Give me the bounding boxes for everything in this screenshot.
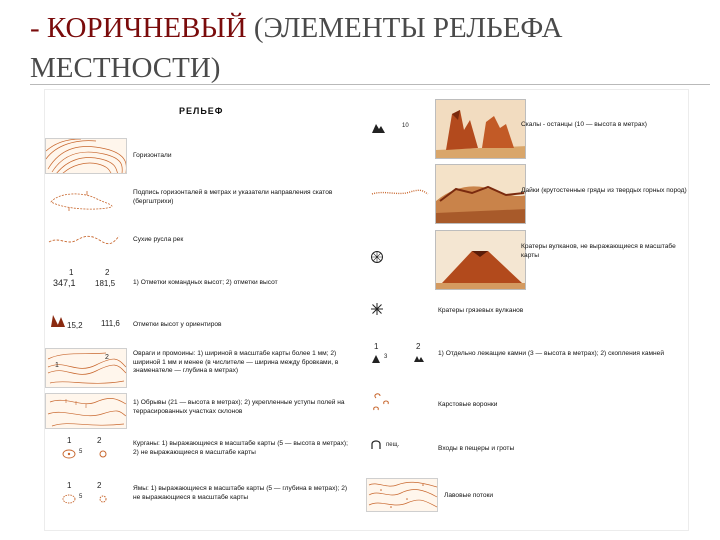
legend-text-volcanic-craters: Кратеры вулканов, не выражающиеся в масштабе карты bbox=[521, 243, 676, 259]
legend-right-column bbox=[366, 90, 688, 530]
legend-title: РЕЛЬЕФ bbox=[179, 106, 224, 116]
stone-icon bbox=[370, 352, 432, 366]
legend-text-cave-entrances: Входы в пещеры и гроты bbox=[438, 445, 515, 452]
mark-number-2: 2 bbox=[105, 268, 110, 277]
pit-depth-value: 5 bbox=[79, 494, 83, 500]
legend-text-dikes: Дайки (крутостенные гряды из твердых горных пород) bbox=[521, 187, 687, 194]
lava-flow-icon bbox=[366, 478, 438, 512]
mud-volcano-icon bbox=[370, 302, 432, 318]
volcanic-crater-photo bbox=[435, 230, 526, 290]
height-value: 181,5 bbox=[95, 279, 116, 288]
legend-text-height-marks: 1) Отметки командных высот; 2) отметки высот bbox=[133, 279, 278, 286]
dry-riverbed-icon bbox=[47, 232, 127, 248]
contour-lines-icon bbox=[45, 138, 127, 174]
mark-number-1: 1 bbox=[69, 268, 74, 277]
legend-text-mud-volcanoes: Кратеры грязевых вулканов bbox=[438, 307, 524, 314]
volcanic-crater-icon bbox=[370, 250, 432, 266]
pit-number-2: 2 bbox=[97, 481, 102, 490]
stone-number-2: 2 bbox=[416, 342, 421, 351]
legend-text-lava-flows: Лавовые потоки bbox=[444, 492, 494, 499]
landmark-height-value-2: 111,6 bbox=[101, 319, 120, 328]
legend-text-dry-riverbeds: Сухие русла рек bbox=[133, 236, 184, 243]
legend-text-ravines: Овраги и промоины: 1) шириной в масштабе карты более 1 мм; 2) шириной 1 мм и менее (в числителе — ширина между бровками, в знаменателе — глубина в метрах) bbox=[133, 350, 339, 375]
title-divider bbox=[30, 84, 710, 85]
cave-label: пещ. bbox=[386, 442, 400, 448]
rock-height-value: 10 bbox=[402, 123, 409, 129]
landmark-height-value-1: 15,2 bbox=[67, 321, 83, 330]
slide-title-accent: - КОРИЧНЕВЫЙ bbox=[30, 12, 247, 44]
pit-icon bbox=[59, 491, 139, 507]
slide-title-rest: (ЭЛЕМЕНТЫ РЕЛЬЕФА МЕСТНОСТИ) bbox=[30, 12, 563, 84]
slide-title bbox=[30, 8, 710, 88]
legend-text-contours: Горизонтали bbox=[133, 152, 172, 159]
mound-height-value: 5 bbox=[79, 449, 83, 455]
legend-text-karst-sinkholes: Карстовые воронки bbox=[438, 401, 498, 408]
mound-number-2: 2 bbox=[97, 436, 102, 445]
legend-left-column bbox=[45, 90, 358, 530]
legend-text-mounds: Курганы: 1) выражающиеся в масштабе карты (5 — высота в метрах); 2) не выражающиеся в масштабе карты bbox=[133, 440, 348, 456]
cave-entrance-icon bbox=[370, 440, 432, 452]
legend-text-cliffs: 1) Обрывы (21 — высота в метрах); 2) укрепленные уступы полей на террасированных участках склонов bbox=[133, 399, 345, 415]
legend-text-stones: 1) Отдельно лежащие камни (3 — высота в метрах); 2) скопления камней bbox=[438, 350, 665, 357]
mound-icon bbox=[59, 446, 139, 462]
ravine-number-1: 1 bbox=[55, 362, 59, 369]
bergstrich-icon bbox=[47, 190, 127, 212]
legend-text-contour-labels: Подпись горизонталей в метрах и указатели направления скатов (бергштрихи) bbox=[133, 189, 333, 205]
legend-text-landmark-heights: Отметки высот у ориентиров bbox=[133, 321, 222, 328]
pit-number-1: 1 bbox=[67, 481, 72, 490]
command-height-value: 347,1 bbox=[53, 278, 76, 288]
relief-legend-sheet bbox=[45, 90, 688, 530]
mound-number-1: 1 bbox=[67, 436, 72, 445]
dikes-photo bbox=[435, 164, 526, 224]
rock-remnants-photo bbox=[435, 99, 526, 159]
dike-icon bbox=[370, 188, 432, 200]
ravine-number-2: 2 bbox=[105, 354, 109, 361]
karst-sinkhole-icon bbox=[370, 390, 432, 416]
legend-text-pits: Ямы: 1) выражающиеся в масштабе карты (5 — глубина в метрах); 2) не выражающиеся в масштабе карты bbox=[133, 485, 348, 501]
rock-remnant-icon bbox=[370, 122, 432, 136]
stone-number-1: 1 bbox=[374, 342, 379, 351]
stone-height-value: 3 bbox=[384, 354, 388, 360]
legend-text-rock-remnants: Скалы - останцы (10 — высота в метрах) bbox=[521, 121, 648, 128]
cliff-icon bbox=[45, 393, 127, 429]
